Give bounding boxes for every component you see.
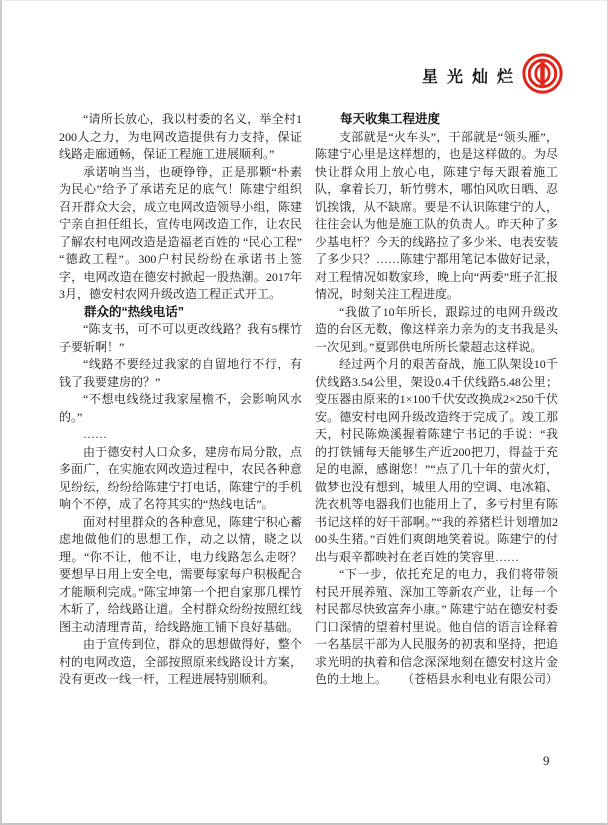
section-heading-progress: 每天收集工程进度 [340,112,441,126]
article-body [59,111,558,689]
paragraph-villager-quote-2: “线路不要经过我家的自留地行不行，有钱了我要建房的？” [59,357,302,389]
page-header [422,53,563,94]
paragraph-station-chief-quote: “我做了10年所长，跟踪过的电网升级改造的台区无数，像这样亲力亲为的支书我是头一次见到。”夏郢供电所所长蒙超志这样说。 [315,304,558,354]
trade-union-logo-icon [522,53,563,94]
paragraph-ellipsis: …… [83,427,107,441]
paragraph-villager-quote-1: “陈支书，可不可以更改线路？我有5棵竹子要斩啊！” [59,322,302,354]
attribution: （苍梧县水利电业有限公司） [401,672,558,686]
page-number: 9 [543,753,550,768]
paragraph-persuasion: 面对村里群众的各种意见，陈建宁积心蓄虑地做他们的思想工作，动之以情，晓之以理。“你不让，他不让，电力线路怎么走呀？要想早日用上安全电，需要每家每户积极配合才能顺利完成。”陈宝坤第一个把自家那几棵竹木斩了，给线路让道。全村群众纷纷按照红线图主动清理青苗，给线路施工铺下良好基础。 [59,514,302,634]
paragraph-villager-quote-3: “不想电线绕过我家屋檐不，会影响风水的。” [59,392,302,424]
paragraph-closing [315,566,558,689]
paragraph-daily-records: 支部就是“火车头”，干部就是“领头雁”，陈建宁心里是这样想的，也是这样做的。为尽快让群众用上放心电，陈建宁每天跟着施工队，拿着长刀，斩竹劈木，哪怕风吹日晒、忍饥挨饿，从不缺席。要是不认识陈建宁的人，往往会认为他是施工队的负责人。昨天种了多少基电杆？今天的线路拉了多少米、电表安装了多少只？……陈建宁都用笔记本做好记录，对工程情况如数家珍，晚上向“两委”班子汇报情况，时刻关注工程进度。 [315,129,558,301]
header-title: 星光灿烂 [421,69,522,86]
paragraph-hotline-calls: 由于德安村人口众多，建房布局分散，点多面广，在实施农网改造过程中，农民各种意见纷纭，纷纷给陈建宁打电话，陈建宁的手机响个不停，成了名符其实的“热线电话”。 [59,444,302,511]
paragraph-quote-pledge: “请所长放心，我以村委的名义，举全村1200人之力，为电网改造提供有力支持，保证线路走廊通畅，保证工程施工进展顺利。” [59,112,302,161]
paragraph-smooth-progress: 由于宣传到位，群众的思想做得好，整个村的电网改造，全部按照原来线路设计方案，没有更改一线一杆，工程进展特别顺利。 [59,637,302,686]
paragraph-promise: 承诺响当当，也硬铮铮，正是那颗“朴素为民心”给予了承诺充足的底气！陈建宁组织召开群众大会，成立电网改造领导小组，陈建宁亲自担任组长，宣传电网改造工作，让农民了解农村电网改造是造福老百姓的 “民心工程”“德政工程”。300户村民纷纷在承诺书上签字，电网改造在德安村掀起一股热潮。2017年3月，德安村农网升级改造工程正式开工。 [59,164,302,301]
left-column [59,111,302,689]
closing-text: “下一步，依托充足的电力，我们将带领村民开展养殖、深加工等新农产业，让每一个村民都尽快致富奔小康。” 陈建宁站在德安村委门口深情的望着村里说。他自信的语言诠释着一名基层干部为人民服务的初衷和坚持，把追求光明的执着和信念深深地刻在德安村这片金色的土地上。 [315,567,558,686]
right-column [315,111,558,689]
section-heading-hotline: 群众的“热线电话” [84,304,185,319]
paragraph-completion: 经过两个月的艰苦奋战，施工队架设10千伏线路3.54公里，架设0.4千伏线路5.48公里；变压器由原来的1×100千伏安改换成2×250千伏安。德安村电网升级改造终于完成了。竣工那天，村民陈焕溪握着陈建宁书记的手说：“我的打铁铺每天能够生产近200把刀，得益于充足的电源，感谢您！”“点了几十年的萤火灯，做梦也没有想到，城里人用的空调、电冰箱、洗衣机等电器我们也能用上了，多亏村里有陈书记这样的好干部啊。”“我的养猪栏计划增加200头生猪。”百姓们爽朗地笑着说。陈建宁的付出与艰辛都映衬在老百姓的笑容里…… [315,357,558,564]
